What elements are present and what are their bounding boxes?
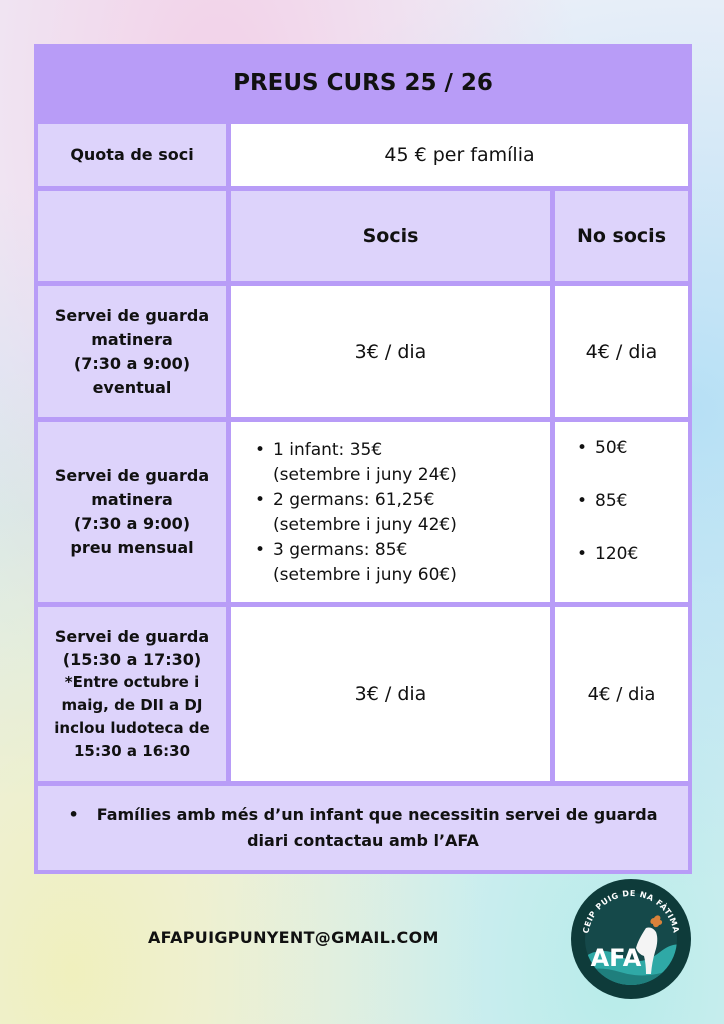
label-line: *Entre octubre i [64,673,200,691]
price-line: • 1 infant: 35€ [273,440,383,460]
contact-email[interactable]: AFAPUIGPUNYENT@GMAIL.COM [148,928,439,947]
label-line: Servei de guarda [54,627,210,646]
header-non-members: No socis [576,225,667,247]
row-afternoon-members-price: 3€ / dia [354,683,427,705]
label-line: (7:30 a 9:00) [73,353,191,373]
row-monthly-non-members-cell [555,422,688,602]
page-title: PREUS CURS 25 / 26 [233,70,493,96]
list-item [253,488,457,538]
label-line: maig, de DII a DJ [61,696,203,714]
row-afternoon-non-members-price: 4€ / dia [587,683,656,705]
row-eventual-label-cell [38,286,226,417]
header-empty-cell [38,191,226,281]
label-line: (15:30 a 17:30) [62,650,202,669]
label-line: 15:30 a 16:30 [73,742,191,760]
note-text [68,802,657,854]
label-line: matinera [91,490,173,509]
members-price-list [253,438,457,588]
label-line: Servei de guarda [54,305,210,325]
row-eventual-members-price: 3€ / dia [354,340,427,363]
logo-ring-text: CEIP PUIG DE NA FÀTIMA [581,888,681,935]
list-item: • 85€ [575,489,638,514]
bullet-icon: • [68,805,79,824]
row-monthly-label-cell [38,422,226,602]
label-line: eventual [92,377,172,397]
price-table [34,44,692,874]
note-line: Famílies amb més d’un infant que necessitin servei de guarda [96,805,658,824]
membership-value: 45 € per família [384,144,535,166]
row-eventual-label [55,304,209,400]
row-afternoon-members-cell [231,607,550,781]
price-note: (setembre i juny 24€) [273,465,457,485]
label-line: matinera [91,329,173,349]
non-members-price-list [575,422,638,581]
list-item [253,538,457,588]
price-line: • 2 germans: 61,25€ [273,490,435,510]
row-eventual-non-members-cell [555,286,688,417]
row-afternoon-label-cell [38,607,226,781]
membership-label: Quota de soci [70,145,194,164]
afa-logo [570,878,692,1000]
label-line: (7:30 a 9:00) [73,514,191,533]
list-item [253,438,457,488]
membership-value-cell [231,124,688,186]
logo-center-text: AFA [590,944,642,972]
header-non-members-cell [555,191,688,281]
price-note: (setembre i juny 42€) [273,515,457,535]
header-members-cell [231,191,550,281]
row-afternoon-non-members-cell [555,607,688,781]
note-line: diari contactau amb l’AFA [247,831,479,850]
row-afternoon-label [54,625,209,763]
list-item: • 50€ [575,436,638,461]
header-members: Socis [362,225,419,247]
row-eventual-members-cell [231,286,550,417]
price-line: • 3 germans: 85€ [273,540,408,560]
note-cell [38,786,688,870]
label-line: inclou ludoteca de [54,719,210,737]
membership-label-cell [38,124,226,186]
list-item: • 120€ [575,542,638,567]
price-note: (setembre i juny 60€) [273,565,457,585]
label-line: preu mensual [70,538,194,557]
row-monthly-label [55,464,209,560]
row-eventual-non-members-price: 4€ / dia [585,340,658,363]
label-line: Servei de guarda [54,466,210,485]
row-monthly-members-cell [231,422,550,602]
